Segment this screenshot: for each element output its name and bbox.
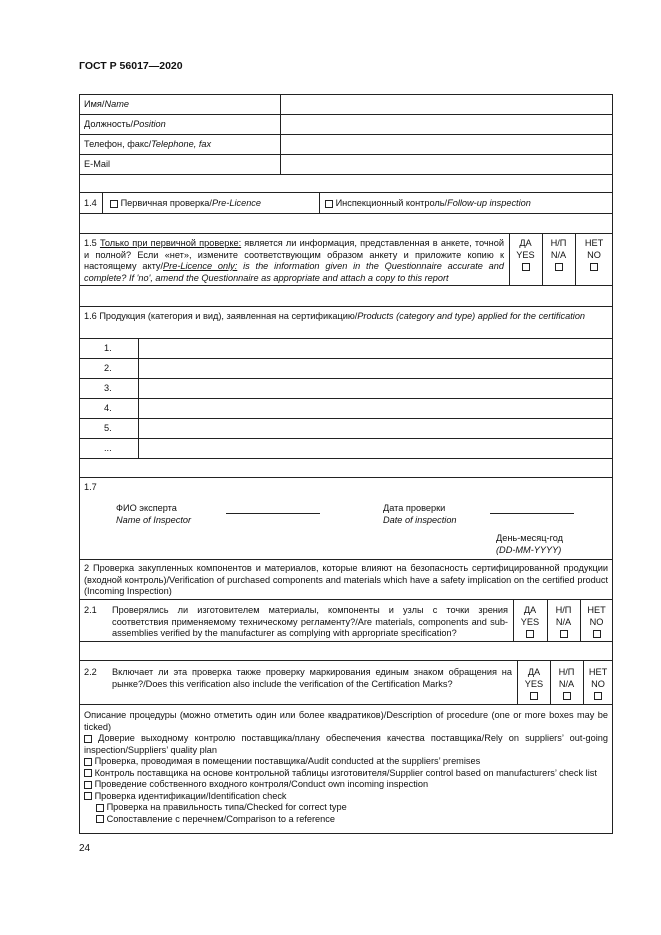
contact-row-phone [80,135,612,155]
answer-ru: НЕТ [588,667,608,677]
answer-en: N/A [550,249,567,260]
option-label: Доверие выходному контролю поставщика/плану обеспечения качества поставщика/Rely on suppliers’ out-going inspection/Suppliers’ quality plan [84,733,608,755]
spacer-row [80,214,612,234]
column-divider [280,95,281,114]
date-format-hint [496,533,563,556]
answer-en: N/A [555,616,572,627]
answer-ru: ДА [527,667,541,677]
answer-en: YES [516,249,535,260]
product-row [80,339,612,359]
label-en: Position [133,119,166,129]
question-en: is the information given in the Questionnaire accurate and complete? If 'no', amend the Questionnaire as appropriate and attach a copy to this report [84,261,505,283]
contact-label-phone [84,139,211,151]
column-divider [138,359,139,378]
answer-no[interactable] [581,605,612,640]
answer-yes[interactable] [514,605,546,640]
product-index: 4. [104,403,112,413]
spacer-row [80,642,612,661]
column-divider [280,155,281,174]
page-number: 24 [79,843,91,854]
procedure-option[interactable] [84,756,608,768]
section-1-5-row [80,234,612,286]
option-label: Проведение собственного входного контроля/Conduct own incoming inspection [94,779,429,789]
label-en: Name of Inspector [116,514,192,525]
column-divider [138,339,139,358]
option-label: Проверка, проводимая в помещении поставщика/Audit conducted at the suppliers’ premises [94,756,481,766]
section-2-1-row [80,600,612,642]
checkbox-icon[interactable] [84,781,92,789]
product-index: 1. [104,343,112,353]
answer-yes[interactable] [510,238,541,273]
contact-row-name [80,95,612,115]
label-en: Date of inspection [383,514,457,525]
checkbox-icon[interactable] [590,263,598,271]
product-row [80,379,612,399]
answer-ru: Н/П [555,605,572,615]
label-ru: День-месяц-год [496,533,563,543]
option-label: Проверка идентификации/Identification check [94,790,287,801]
answer-ru: НЕТ [584,238,604,248]
procedure-title: Описание процедуры (можно отметить один или более квадратиков)/Description of procedure (one or more boxes may be ticked) [84,710,608,732]
checkbox-icon[interactable] [96,815,104,823]
answer-ru: Н/П [550,238,567,248]
checkbox-icon[interactable] [325,200,333,208]
section-number: 1.4 [84,198,97,208]
section-1-4-row [80,193,612,214]
inspection-date-field[interactable] [490,513,574,514]
label-en: Name [104,99,129,109]
products-en: Products (category and type) applied for the certification [357,311,586,321]
column-divider [280,115,281,134]
section-number: 1.7 [84,482,97,492]
answer-ru: ДА [523,605,537,615]
section-1-5-text [84,238,504,284]
answer-ru: ДА [519,238,532,248]
procedure-suboption[interactable] [84,802,608,814]
product-row [80,399,612,419]
column-divider [138,439,139,458]
answer-en: NO [587,249,601,260]
section-number: 2.2 [84,667,97,677]
procedure-suboption[interactable] [84,814,608,826]
checkbox-icon[interactable] [526,630,534,638]
checkbox-icon[interactable] [84,758,92,766]
checkbox-icon[interactable] [84,735,92,743]
lead-text: Только при первичной проверке: [99,238,242,248]
section-2-2-row [80,661,612,705]
spacer-row [80,175,612,193]
procedure-option[interactable] [84,791,608,803]
label-ru: Имя/ [84,99,105,109]
label-en: (DD-MM-YYYY) [496,544,562,555]
option-label: Контроль поставщика на основе контрольной таблицы изготовителя/Supplier control based on manufacturers’ check list [94,767,597,778]
answer-no[interactable] [584,667,612,702]
answer-en: NO [589,616,604,627]
label-ru: E-Mail [84,159,111,169]
pre-licence-option[interactable] [110,198,261,210]
question-ru: является ли информация, представленная в анкете, точной и полной? Если «нет», измените соответствующим образом анкету и приложите копию к настоящему акту/ [84,238,504,271]
product-index: 5. [104,423,112,433]
procedure-content [84,710,608,825]
spacer-row [80,459,612,478]
column-divider [319,193,320,213]
date-label [383,503,457,526]
column-divider [280,135,281,154]
label-en: Telephone, fax [151,139,212,149]
procedure-option[interactable] [84,779,608,791]
answer-en: YES [524,678,544,689]
section-1-6-header [80,307,612,339]
checkbox-icon[interactable] [522,263,530,271]
spacer-row [80,286,612,307]
products-ru: 1.6 Продукция (категория и вид), заявленная на сертификацию/ [84,311,358,321]
label-ru: Дата проверки [383,503,446,513]
checkbox-icon[interactable] [560,630,568,638]
label-ru: ФИО эксперта [116,503,177,513]
column-divider [138,379,139,398]
contact-row-email [80,155,612,175]
checkbox-icon[interactable] [555,263,563,271]
product-index: ... [104,443,112,453]
contact-label-name [84,99,129,111]
answer-ru: НЕТ [587,605,606,615]
answer-na[interactable] [543,238,574,273]
checkbox-icon[interactable] [563,692,571,700]
label-ru: Телефон, факс/ [84,139,152,149]
procedure-option[interactable] [84,733,608,756]
product-index: 3. [104,383,112,393]
procedure-option[interactable] [84,768,608,780]
checkbox-icon[interactable] [594,692,602,700]
answer-en: N/A [558,678,575,689]
checkbox-icon[interactable] [530,692,538,700]
contact-label-position [84,119,166,131]
inspector-name-field[interactable] [226,513,320,514]
contact-label-email [84,159,110,171]
label-en: Follow-up inspection [447,198,531,208]
answer-en: NO [591,678,605,689]
section-number: 1.5 [84,238,97,248]
product-index: 2. [104,363,112,373]
question-text: Проверялись ли изготовителем материалы, компоненты и узлы с точки зрения соответствия применяемому техническому регламенту?/Are materials, components and sub-assemblies verified by the manufacturer as complying with appropriate specification? [112,605,508,638]
column-divider [138,399,139,418]
procedure-block [80,705,612,833]
option-label: Проверка на правильность типа/Checked for correct type [106,802,347,812]
product-row [80,419,612,439]
inspector-label [116,503,191,526]
label-ru: Инспекционный контроль/ [335,198,448,208]
section-2-row [80,560,612,600]
lead-text-en: Pre-Licence only: [163,261,238,271]
section-1-6-text [84,311,608,323]
answer-na[interactable] [548,605,579,640]
label-en: Pre-Licence [211,198,262,208]
product-row [80,439,612,459]
document-header: ГОСТ Р 56017—2020 [79,60,183,72]
label-ru: Первичная проверка/ [120,198,212,208]
column-divider [102,193,103,213]
label-ru: Должность/ [84,119,134,129]
answer-yes[interactable] [518,667,550,702]
column-divider [138,419,139,438]
checkbox-icon[interactable] [84,792,92,800]
checkbox-icon[interactable] [593,630,601,638]
inspection-form [79,94,613,834]
answer-ru: Н/П [558,667,575,677]
answer-no[interactable] [576,238,612,273]
section-2-text: 2 Проверка закупленных компонентов и материалов, которые влияют на безопасность сертифицированной продукции (входной контроль)/Verification of purchased components and materials which have a safety implication on the certified product (Incoming Inspection) [84,563,608,596]
checkbox-icon[interactable] [96,804,104,812]
answer-na[interactable] [551,667,582,702]
section-number: 2.1 [84,605,97,615]
question-text: Включает ли эта проверка также проверку маркирования единым знаком обращения на рынке?/Does this verification also include the verification of the Certification Marks? [112,667,512,689]
answer-en: YES [520,616,540,627]
follow-up-option[interactable] [325,198,531,210]
product-row [80,359,612,379]
section-1-7-row [80,478,612,560]
option-label: Сопоставление с перечнем/Comparison to a reference [106,813,335,824]
contact-row-position [80,115,612,135]
checkbox-icon[interactable] [110,200,118,208]
checkbox-icon[interactable] [84,769,92,777]
